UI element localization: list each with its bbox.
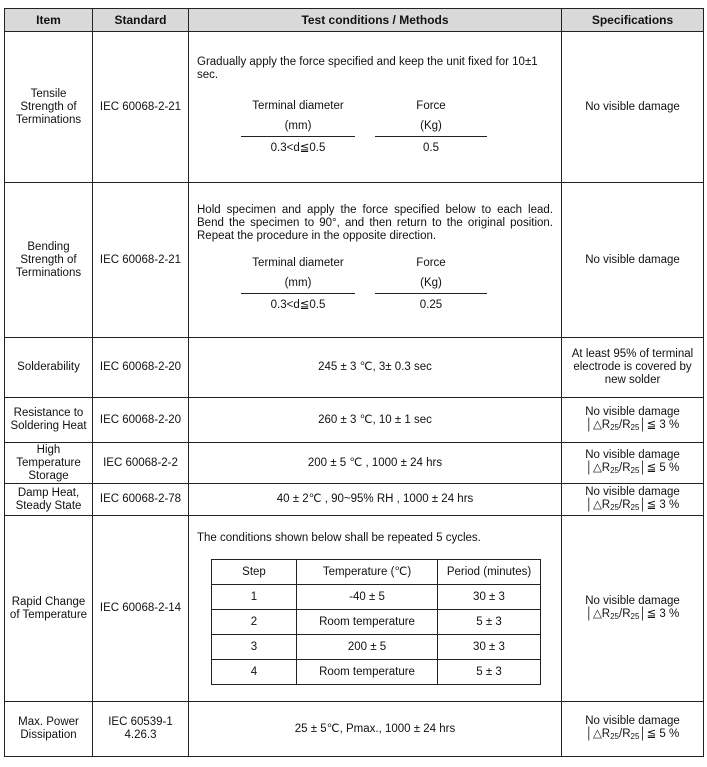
force-value: 0.5 — [423, 141, 439, 154]
item-cell: Bending Strength of Terminations — [5, 183, 93, 338]
standard-cell: IEC 60068-2-20 — [93, 338, 189, 398]
cycle-row — [212, 660, 541, 685]
period-cell: 5 ± 3 — [438, 610, 541, 635]
method-cell: 260 ± 3 ℃, 10 ± 1 sec — [189, 398, 562, 443]
spec-line-1: No visible damage — [585, 594, 680, 607]
spec-cell — [562, 516, 704, 702]
diameter-header: Terminal diameter — [252, 99, 344, 112]
spec-cell: No visible damage — [562, 32, 704, 183]
spec-cell — [562, 702, 704, 757]
table-row — [5, 484, 704, 516]
standard-cell: IEC 60068-2-20 — [93, 398, 189, 443]
spec-cell: No visible damage — [562, 183, 704, 338]
force-value: 0.25 — [419, 299, 443, 311]
standard-cell: IEC 60068-2-21 — [93, 183, 189, 338]
item-cell: Max. Power Dissipation — [5, 702, 93, 757]
diameter-value: 0.3<d≦0.5 — [270, 141, 326, 154]
spec-cell — [562, 398, 704, 443]
standard-line-1: IEC 60539-1 — [108, 716, 173, 728]
force-unit: (Kg) — [375, 116, 487, 137]
spec-cell: At least 95% of terminal electrode is covered by new solder — [562, 338, 704, 398]
force-header: Force — [416, 99, 446, 112]
table-row — [5, 702, 704, 757]
table-row — [5, 183, 704, 338]
method-text: The conditions shown below shall be repeated 5 cycles. — [197, 532, 481, 544]
reliability-test-table — [4, 8, 704, 757]
method-cell: 25 ± 5℃, Pmax., 1000 ± 24 hrs — [189, 702, 562, 757]
standard-cell: IEC 60068-2-21 — [93, 32, 189, 183]
standard-cell — [93, 702, 189, 757]
header-standard: Standard — [93, 9, 189, 32]
item-cell: Rapid Change of Temperature — [5, 516, 93, 702]
spec-line-1: No visible damage — [585, 485, 680, 498]
cycle-row — [212, 635, 541, 660]
force-header: Force — [416, 257, 446, 269]
method-cell: 200 ± 5 ℃ , 1000 ± 24 hrs — [189, 443, 562, 484]
method-text: Hold specimen and apply the force specified below to each lead. Bend the specimen to 90°, and then return to the original position. Repeat the procedure in the opposite direction. — [197, 204, 553, 242]
item-cell: Solderability — [5, 338, 93, 398]
spec-line-1: No visible damage — [585, 449, 680, 461]
step-cell: 2 — [212, 610, 297, 635]
spec-line-2: $│\triangle R_{25}/R_{25}│≦$ 3 % — [585, 419, 680, 432]
item-cell: Damp Heat, Steady State — [5, 484, 93, 516]
period-header: Period (minutes) — [438, 560, 541, 585]
step-cell: 4 — [212, 660, 297, 685]
table-row — [5, 516, 704, 702]
temperature-cell: Room temperature — [297, 660, 438, 685]
spec-line-1: No visible damage — [585, 715, 680, 727]
table-row — [5, 443, 704, 484]
cycle-table — [211, 559, 541, 685]
cycle-row — [212, 610, 541, 635]
table-row — [5, 338, 704, 398]
period-cell: 30 ± 3 — [438, 635, 541, 660]
temperature-header: Temperature (℃) — [297, 560, 438, 585]
standard-cell: IEC 60068-2-14 — [93, 516, 189, 702]
method-cell — [189, 516, 562, 702]
spec-line-2: $│\triangle R_{25}/R_{25}│≦$ 5 % — [585, 462, 680, 475]
table-row — [5, 398, 704, 443]
item-cell: Tensile Strength of Terminations — [5, 32, 93, 183]
table-row — [5, 32, 704, 183]
spec-cell — [562, 443, 704, 484]
method-cell: 245 ± 3 ℃, 3± 0.3 sec — [189, 338, 562, 398]
temperature-cell: 200 ± 5 — [297, 635, 438, 660]
item-cell: Resistance to Soldering Heat — [5, 398, 93, 443]
period-cell: 30 ± 3 — [438, 585, 541, 610]
header-item: Item — [5, 9, 93, 32]
item-cell: High Temperature Storage — [5, 443, 93, 484]
step-cell: 1 — [212, 585, 297, 610]
temperature-cell: -40 ± 5 — [297, 585, 438, 610]
step-cell: 3 — [212, 635, 297, 660]
diameter-unit: (mm) — [241, 273, 355, 294]
temperature-cell: Room temperature — [297, 610, 438, 635]
period-cell: 5 ± 3 — [438, 660, 541, 685]
standard-cell: IEC 60068-2-78 — [93, 484, 189, 516]
step-header: Step — [212, 560, 297, 585]
spec-line-1: No visible damage — [585, 406, 680, 418]
method-cell — [189, 183, 562, 338]
spec-line-2: $│\triangle R_{25}/R_{25}│≦$ 3 % — [585, 607, 680, 621]
standard-line-2: 4.26.3 — [124, 729, 157, 741]
diameter-header: Terminal diameter — [252, 257, 344, 269]
diameter-value: 0.3<d≦0.5 — [270, 299, 326, 311]
spec-cell — [562, 484, 704, 516]
force-unit: (Kg) — [375, 273, 487, 294]
method-text: Gradually apply the force specified and keep the unit fixed for 10±1 sec. — [197, 55, 538, 81]
spec-line-2: $│\triangle R_{25}/R_{25}│≦$ 5 % — [585, 728, 680, 741]
cycle-header-row — [212, 560, 541, 585]
header-spec: Specifications — [562, 9, 704, 32]
method-cell: 40 ± 2℃ , 90~95% RH , 1000 ± 24 hrs — [189, 484, 562, 516]
method-cell — [189, 32, 562, 183]
standard-cell: IEC 60068-2-2 — [93, 443, 189, 484]
header-row — [5, 9, 704, 32]
header-test: Test conditions / Methods — [189, 9, 562, 32]
spec-line-2: $│\triangle R_{25}/R_{25}│≦$ 3 % — [585, 498, 680, 512]
cycle-row — [212, 585, 541, 610]
diameter-unit: (mm) — [241, 116, 355, 137]
